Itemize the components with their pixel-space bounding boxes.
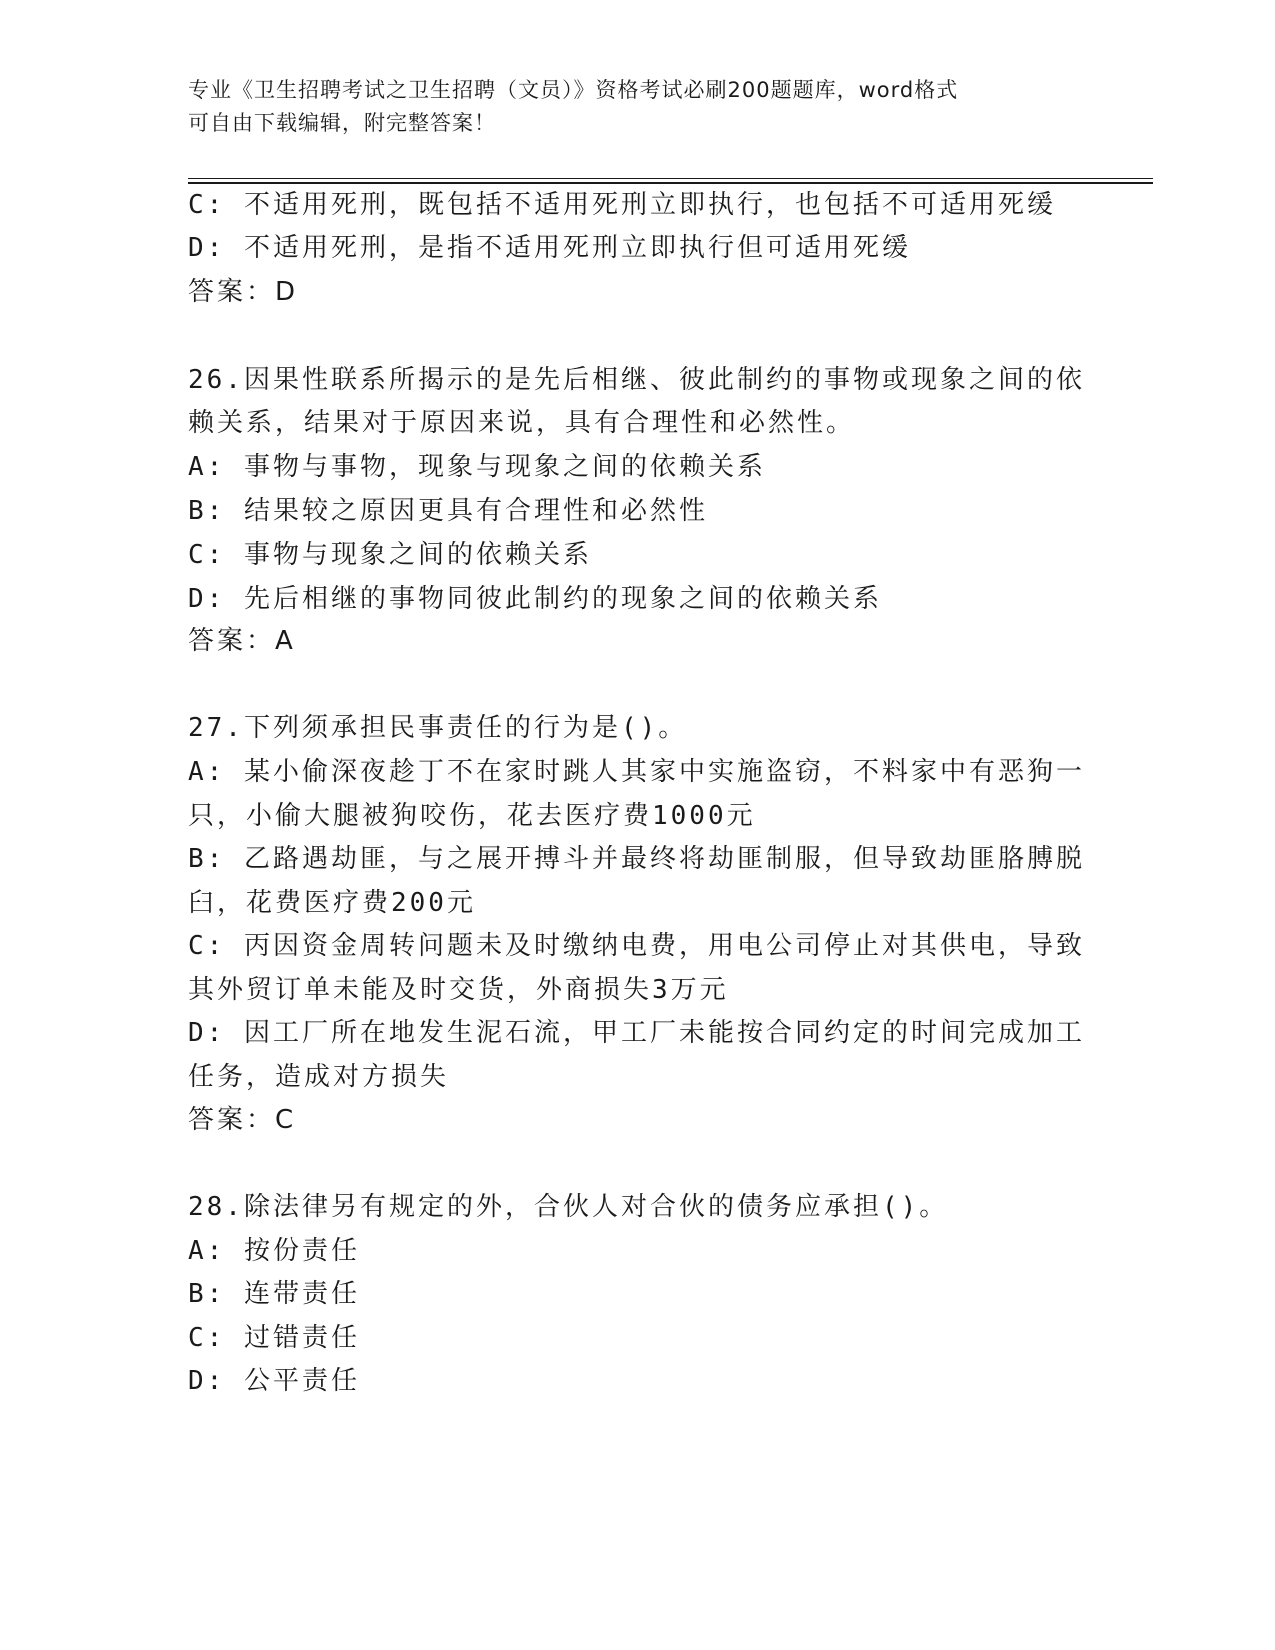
q28-option-c: C: 过错责任: [188, 1323, 360, 1353]
q27-option-a-line-1: A: 某小偷深夜趁丁不在家时跳人其家中实施盗窃，不料家中有恶狗一: [188, 757, 1085, 787]
q27-option-b-line-1: B: 乙路遇劫匪，与之展开搏斗并最终将劫匪制服，但导致劫匪胳膊脱: [188, 844, 1085, 874]
document-header: [188, 74, 1068, 140]
q26-option-b: B: 结果较之原因更具有合理性和必然性: [188, 496, 708, 526]
q25-option-d: D: 不适用死刑，是指不适用死刑立即执行但可适用死缓: [188, 233, 911, 263]
q26-option-a: A: 事物与事物，现象与现象之间的依赖关系: [188, 452, 766, 482]
q26-option-d: D: 先后相继的事物同彼此制约的现象之间的依赖关系: [188, 584, 882, 614]
header-title-line-2: 可自由下载编辑，附完整答案！: [188, 111, 496, 135]
header-divider-thin: [188, 178, 1153, 179]
q26-option-c: C: 事物与现象之间的依赖关系: [188, 540, 592, 570]
q27-option-b-line-2: 臼，花费医疗费200元: [188, 888, 476, 918]
q26-stem-line-1: 26.因果性联系所揭示的是先后相继、彼此制约的事物或现象之间的依: [188, 365, 1085, 395]
q27-option-c-line-1: C: 丙因资金周转问题未及时缴纳电费，用电公司停止对其供电，导致: [188, 931, 1085, 961]
q27-option-d-line-2: 任务，造成对方损失: [188, 1062, 450, 1092]
q28-option-a: A: 按份责任: [188, 1236, 360, 1266]
q27-answer: 答案：C: [188, 1105, 297, 1135]
q27-option-c-line-2: 其外贸订单未能及时交货，外商损失3万元: [188, 975, 729, 1005]
q25-answer: 答案：D: [188, 277, 299, 307]
q25-option-c: C: 不适用死刑，既包括不适用死刑立即执行，也包括不可适用死缓: [188, 190, 1056, 220]
q27-option-a-line-2: 只，小偷大腿被狗咬伤，花去医疗费1000元: [188, 801, 756, 831]
q28-option-d: D: 公平责任: [188, 1366, 360, 1396]
q28-option-b: B: 连带责任: [188, 1279, 360, 1309]
header-divider-thick: [188, 182, 1153, 184]
q26-stem-line-2: 赖关系，结果对于原因来说，具有合理性和必然性。: [188, 408, 856, 438]
q28-stem: 28.除法律另有规定的外，合伙人对合伙的债务应承担()。: [188, 1192, 949, 1222]
q27-stem: 27.下列须承担民事责任的行为是()。: [188, 713, 688, 743]
q27-option-d-line-1: D: 因工厂所在地发生泥石流，甲工厂未能按合同约定的时间完成加工: [188, 1018, 1085, 1048]
header-title-line-1: 专业《卫生招聘考试之卫生招聘（文员）》资格考试必刷200题题库，word格式: [188, 78, 959, 102]
q26-answer: 答案：A: [188, 626, 296, 656]
